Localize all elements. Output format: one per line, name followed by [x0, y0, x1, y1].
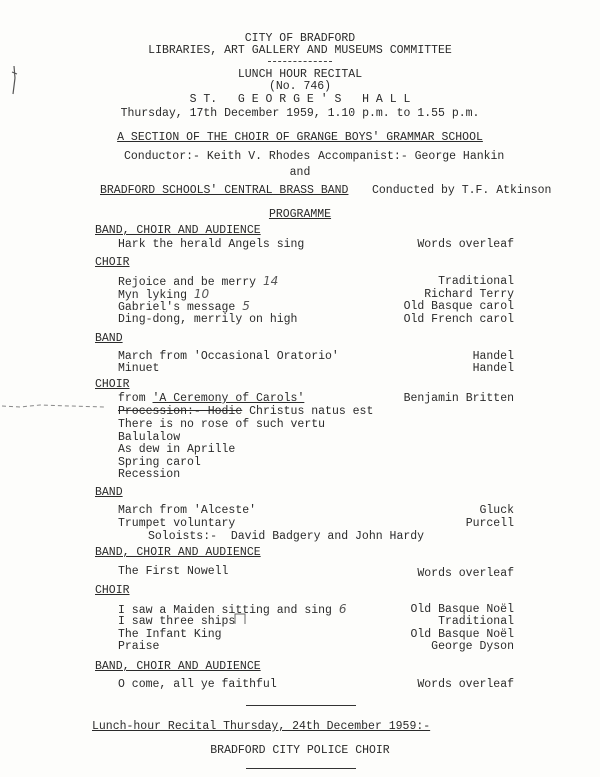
programme-attribution: George Dyson [431, 640, 514, 653]
programme-attribution: Purcell [465, 517, 514, 530]
section-heading: BAND [95, 332, 123, 345]
header-divider [268, 61, 332, 62]
item-prefix: from [118, 392, 153, 405]
section-heading: BAND [95, 486, 123, 499]
header-recital: LUNCH HOUR RECITAL [237, 68, 363, 81]
handwritten-note: 6 [338, 602, 347, 616]
programme-item: Balulalow [118, 431, 181, 444]
header-accompanist: Accompanist:- George Hankin [318, 150, 505, 163]
programme-item: The First Nowell [118, 565, 229, 578]
programme-attribution: Handel [472, 350, 514, 363]
programme-attribution: Traditional [438, 615, 514, 628]
header-and: and [289, 166, 311, 179]
header-conductor: Conductor:- Keith V. Rhodes [124, 150, 311, 163]
item-title: Myn lyking [118, 289, 188, 302]
programme-item: There is no rose of such vertu [118, 418, 326, 431]
programme-attribution: Old Basque carol [403, 300, 514, 313]
programme-attribution: Words overleaf [417, 678, 514, 691]
programme-item [118, 405, 373, 418]
programme-item: March from 'Alceste' [118, 504, 257, 517]
header-band: BRADFORD SCHOOLS' CENTRAL BRASS BAND [100, 184, 349, 197]
section-heading: CHOIR [95, 584, 130, 597]
soloists: Soloists:- David Badgery and John Hardy [148, 530, 425, 543]
programme-item: March from 'Occasional Oratorio' [118, 350, 339, 363]
header-committee: LIBRARIES, ART GALLERY AND MUSEUMS COMMITTEE [148, 44, 452, 57]
programme-attribution: Gluck [479, 504, 514, 517]
section-heading: CHOIR [95, 256, 130, 269]
handwritten-box-mark [233, 612, 247, 625]
item-title: Christus natus est [249, 405, 374, 418]
programme-attribution: Words overleaf [417, 567, 514, 580]
header-date: Thursday, 17th December 1959, 1.10 p.m. to 1.55 p.m. [120, 107, 480, 120]
header-venue: S T. G E O R G E ' S H A L L [189, 93, 411, 106]
footer-rule-bottom [246, 768, 356, 769]
section-heading: BAND, CHOIR AND AUDIENCE [95, 546, 261, 559]
programme-item: Minuet [118, 362, 160, 375]
programme-attribution: Old Basque Noël [410, 628, 514, 641]
item-title: Rejoice and be merry [118, 276, 257, 289]
programme-item: The Infant King [118, 628, 222, 641]
item-title: 'A Ceremony of Carols' [152, 392, 305, 405]
programme-item: O come, all ye faithful [118, 678, 277, 691]
programme-item: As dew in Aprille [118, 443, 236, 456]
programme-item: Trumpet voluntary [118, 517, 236, 530]
header-choir: A SECTION OF THE CHOIR OF GRANGE BOYS' GRAMMAR SCHOOL [117, 131, 483, 144]
programme-item: Ding-dong, merrily on high [118, 313, 298, 326]
programme-item [118, 300, 250, 314]
programme-title: PROGRAMME [268, 208, 332, 221]
section-heading: BAND, CHOIR AND AUDIENCE [95, 224, 261, 237]
programme-item: I saw three ships [118, 615, 236, 628]
section-heading: BAND, CHOIR AND AUDIENCE [95, 660, 261, 673]
programme-attribution: Old Basque Noël [410, 603, 514, 616]
header-city: CITY OF BRADFORD [244, 32, 356, 45]
programme-item: Praise [118, 640, 160, 653]
struck-item: Procession:- Hodie [118, 405, 243, 418]
programme-attribution: Handel [472, 362, 514, 375]
programme-attribution: Words overleaf [417, 238, 514, 251]
programme-item [118, 392, 304, 405]
header-band-conductor: Conducted by T.F. Atkinson [372, 184, 552, 197]
programme-attribution: Richard Terry [424, 288, 514, 301]
item-title: Gabriel's message [118, 301, 236, 314]
section-heading: CHOIR [95, 378, 130, 391]
handwritten-note: 5 [242, 299, 250, 313]
programme-attribution: Benjamin Britten [403, 392, 514, 405]
header-number: (No. 746) [268, 80, 332, 93]
next-performer: BRADFORD CITY POLICE CHOIR [210, 744, 390, 757]
programme-item: Recession [118, 468, 181, 481]
footer-rule-top [246, 705, 356, 706]
margin-pencil-mark [8, 64, 22, 98]
programme-item: Hark the herald Angels sing [118, 238, 305, 251]
margin-scan-mark [0, 400, 110, 412]
programme-attribution: Old French carol [403, 313, 514, 326]
programme-attribution: Traditional [438, 275, 514, 288]
handwritten-note: 10 [193, 287, 210, 301]
programme-item: Spring carol [118, 456, 201, 469]
handwritten-note: 14 [262, 274, 279, 288]
item-title: I saw a Maiden sitting and sing [118, 604, 332, 617]
next-recital: Lunch-hour Recital Thursday, 24th December 1959:- [92, 720, 431, 733]
